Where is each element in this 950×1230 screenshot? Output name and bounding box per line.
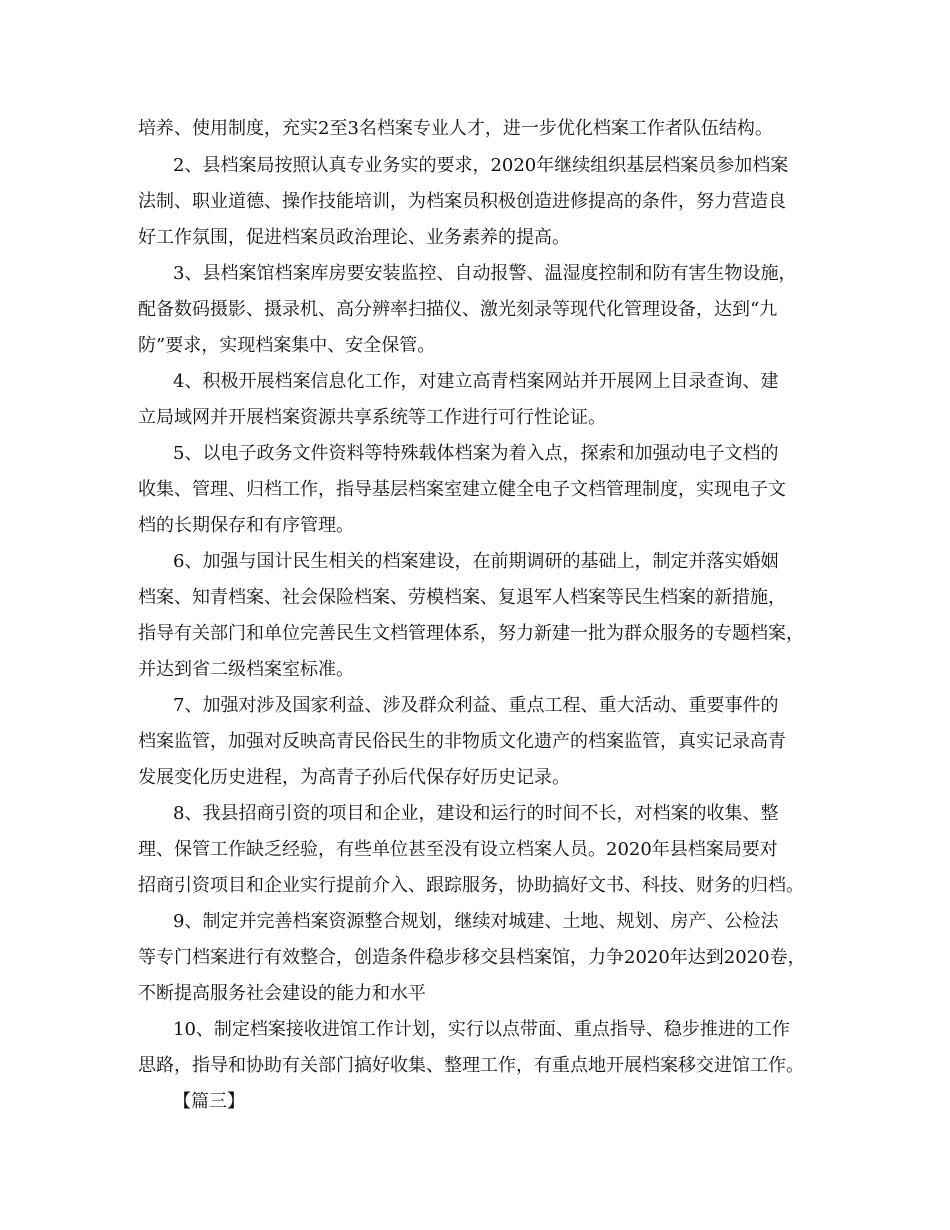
text-line: 6、加强与国计民生相关的档案建设，在前期调研的基础上，制定并落实婚姻 (173, 551, 779, 572)
text-line: 7、加强对涉及国家利益、涉及群众利益、重点工程、重大活动、重要事件的 (173, 695, 779, 716)
text-line: 发展变化历史进程，为高青子孙后代保存好历史记录。 (138, 767, 570, 788)
text-line: 档案监管，加强对反映高青民俗民生的非物质文化遗产的档案监管，真实记录高青 (138, 731, 786, 752)
text-line: 3、县档案馆档案库房要安装监控、自动报警、温湿度控制和防有害生物设施， (173, 263, 797, 284)
text-line: 收集、管理、归档工作，指导基层档案室建立健全电子文档管理制度，实现电子文 (138, 479, 786, 500)
text-line: 9、制定并完善档案资源整合规划，继续对城建、土地、规划、房产、公检法 (173, 911, 779, 932)
text-line: 思路，指导和协助有关部门搞好收集、整理工作，有重点地开展档案移交进馆工作。 (138, 1055, 804, 1076)
text-line: 并达到省二级档案室标准。 (138, 659, 354, 680)
section-heading: 【篇三】 (173, 1091, 245, 1112)
text-line: 4、积极开展档案信息化工作，对建立高青档案网站并开展网上目录查询、建 (173, 371, 779, 392)
text-line: 配备数码摄影、摄录机、高分辨率扫描仪、激光刻录等现代化管理设备，达到“九 (138, 299, 778, 320)
text-line: 理、保管工作缺乏经验，有些单位甚至没有设立档案人员。2020年县档案局要对 (138, 839, 778, 860)
text-line: 招商引资项目和企业实行提前介入、跟踪服务，协助搞好文书、科技、财务的归档。 (138, 875, 804, 896)
text-line: 8、我县招商引资的项目和企业，建设和运行的时间不长，对档案的收集、整 (173, 803, 779, 824)
text-line: 5、以电子政务文件资料等特殊载体档案为着入点，探索和加强动电子文档的 (173, 443, 779, 464)
text-line: 防”要求，实现档案集中、安全保管。 (138, 335, 436, 356)
text-line: 立局域网并开展档案资源共享系统等工作进行可行性论证。 (138, 407, 606, 428)
text-line: 好工作氛围，促进档案员政治理论、业务素养的提高。 (138, 227, 570, 248)
text-line: 指导有关部门和单位完善民生文档管理体系，努力新建一批为群众服务的专题档案， (138, 623, 804, 644)
text-line: 档案、知青档案、社会保险档案、劳模档案、复退军人档案等民生档案的新措施， (138, 587, 786, 608)
text-line: 档的长期保存和有序管理。 (138, 515, 354, 536)
text-line: 法制、职业道德、操作技能培训，为档案员积极创造进修提高的条件，努力营造良 (138, 191, 786, 212)
text-line: 10、制定档案接收进馆工作计划，实行以点带面、重点指导、稳步推进的工作 (173, 1019, 790, 1040)
text-line: 2、县档案局按照认真专业务实的要求，2020年继续组织基层档案员参加档案 (173, 155, 789, 176)
text-line: 等专门档案进行有效整合，创造条件稳步移交县档案馆，力争2020年达到2020卷， (138, 947, 806, 968)
text-line: 不断提高服务社会建设的能力和水平 (138, 983, 426, 1004)
text-line: 培养、使用制度，充实2至3名档案专业人才，进一步优化档案工作者队伍结构。 (138, 118, 773, 139)
